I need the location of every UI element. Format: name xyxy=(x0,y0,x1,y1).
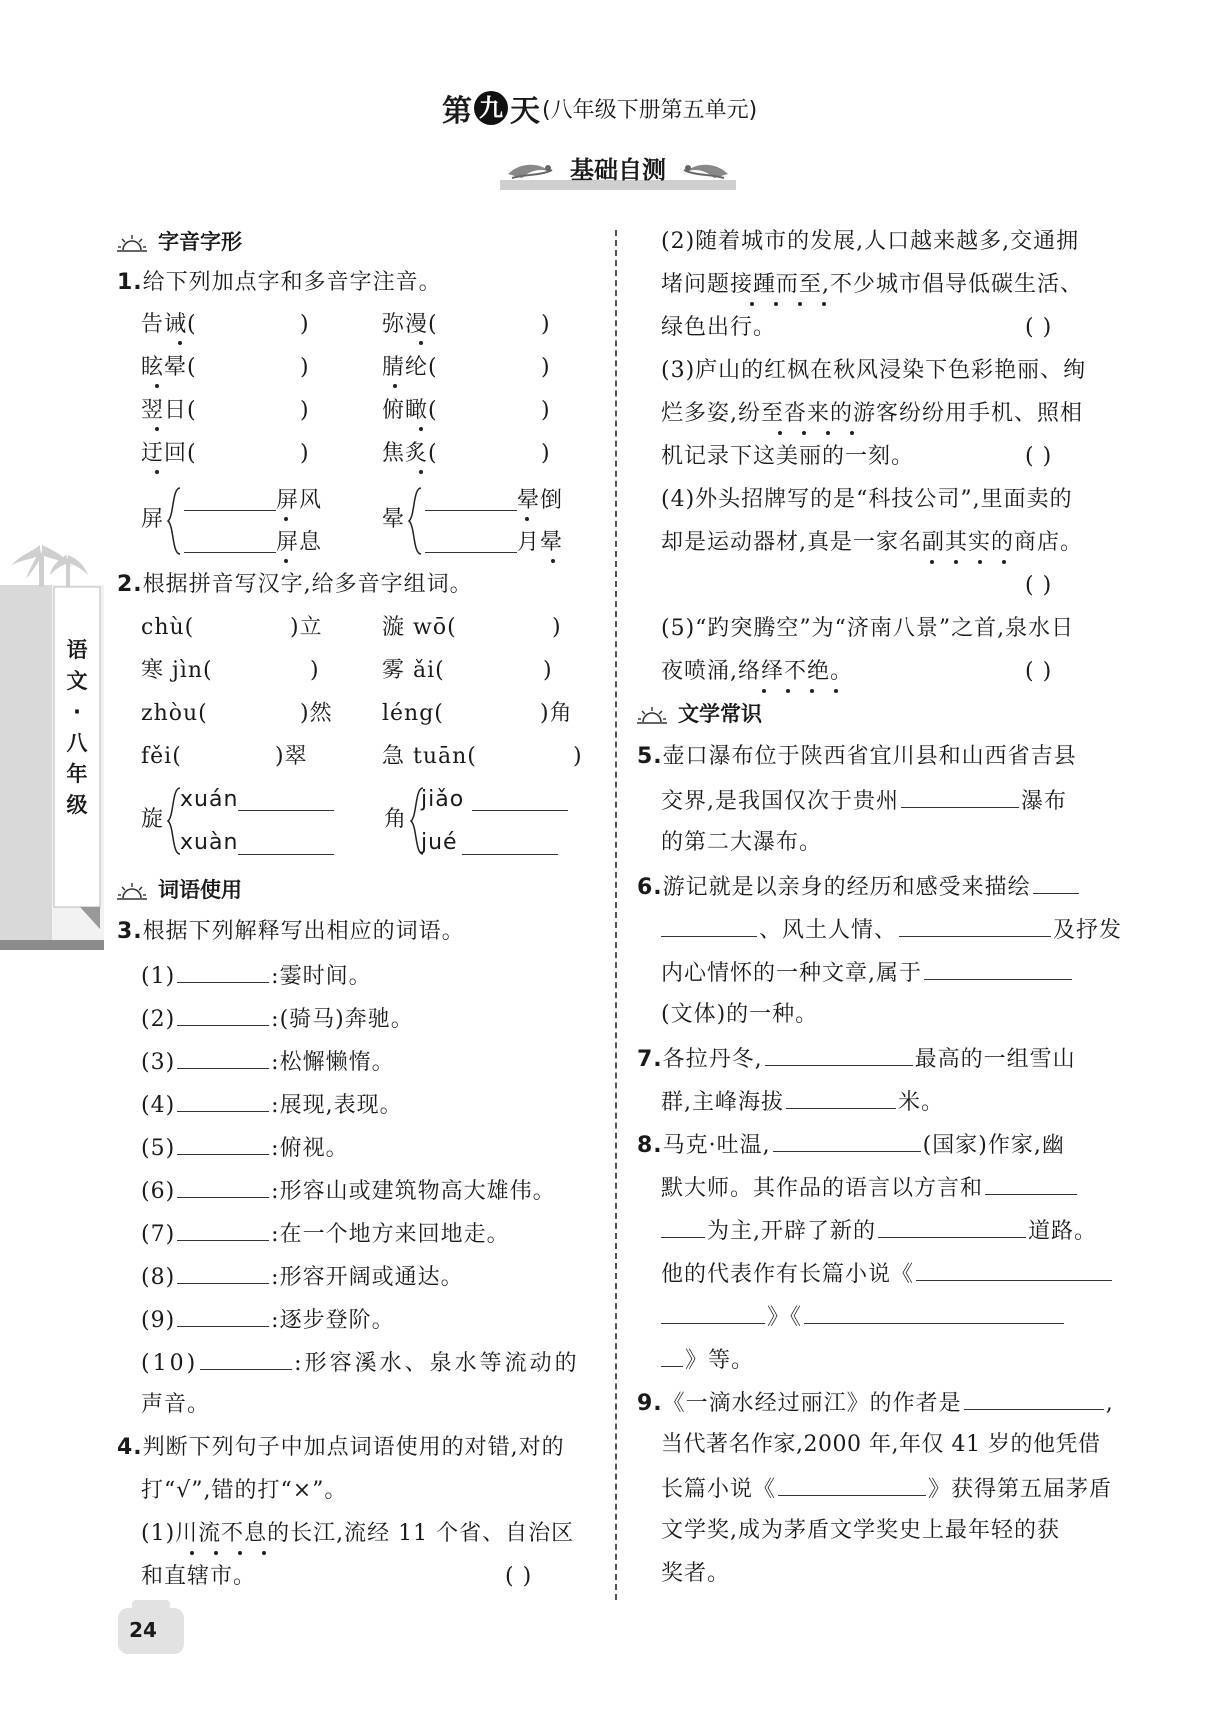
q5-line xyxy=(661,785,1067,817)
emphasis-dot xyxy=(214,1551,218,1555)
q3-item-text: :形容开阔或通达。 xyxy=(271,1265,464,1290)
q2-item-a: fěi( xyxy=(141,744,182,769)
q3-item xyxy=(141,1132,349,1164)
q5-number: 5. xyxy=(637,744,663,769)
q4-sentence: 却是运动器材,真是一家名副其实的商店。 xyxy=(661,530,1083,555)
q3-item-number: (2) xyxy=(141,1007,176,1032)
emphasis-dot xyxy=(190,1551,194,1555)
title-subtitle: (八年级下册第五单元) xyxy=(542,97,758,123)
sun-icon xyxy=(637,706,667,724)
title-pre: 第 xyxy=(442,94,472,129)
q4-answer-paren[interactable]: ( ) xyxy=(1025,444,1053,469)
q3-item-number: (1) xyxy=(141,964,176,989)
q1-item xyxy=(382,439,438,469)
q6-text: 、风土人情、 xyxy=(759,918,898,943)
q9-text: 》获得第五届茅盾 xyxy=(928,1477,1113,1502)
q3-item xyxy=(141,1046,395,1078)
sun-icon xyxy=(117,882,147,900)
q2-answer-blank xyxy=(238,832,334,855)
q1-close: ) xyxy=(541,441,551,466)
section-heading-pronunciation: 字音字形 xyxy=(158,230,242,254)
emphasis-dot xyxy=(802,431,806,435)
q2-item-b: ) xyxy=(573,744,583,769)
q2-pinyin: xuán xyxy=(180,787,239,812)
emphasis-dot xyxy=(822,302,826,306)
side-tab-label xyxy=(62,635,92,821)
q1-item-text: 弥漫( xyxy=(382,312,438,337)
q4-answer-paren[interactable]: ( ) xyxy=(1025,573,1053,598)
q1-item xyxy=(141,310,197,340)
q6-line xyxy=(637,871,1081,903)
q3-prompt xyxy=(117,917,465,947)
page-number-badge xyxy=(118,1608,184,1654)
q2-poly-char: 旋 xyxy=(141,807,165,832)
emphasis-dot xyxy=(419,470,423,474)
emphasis-dot xyxy=(778,431,782,435)
q7-answer-blank xyxy=(765,1043,913,1066)
banner-label: 基础自测 xyxy=(570,156,666,184)
q4-answer-paren[interactable]: ( ) xyxy=(1025,659,1053,684)
q4-number: 4. xyxy=(117,1435,143,1460)
q8-line xyxy=(637,1129,1065,1161)
q5-line xyxy=(637,742,1077,772)
section-heading-word-usage: 词语使用 xyxy=(158,878,242,902)
q9-line: 当代著名作家,2000 年,年仅 41 岁的他凭借 xyxy=(661,1432,1101,1457)
q3-item xyxy=(141,1089,403,1121)
q3-answer-blank xyxy=(177,1261,269,1284)
brace-icon xyxy=(407,486,423,556)
q2-text: 根据拼音写汉字,给多音字组词。 xyxy=(142,572,473,597)
q4-sentence: 堵问题接踵而至,不少城市倡导低碳生活、 xyxy=(661,272,1083,297)
q9-line xyxy=(661,1473,1112,1505)
column-divider xyxy=(615,230,617,1600)
emphasis-dot xyxy=(525,517,529,521)
q6-answer-blank xyxy=(899,914,1051,937)
q4-prompt-cont: 打“√”,错的打“×”。 xyxy=(141,1478,348,1503)
q9-text: 长篇小说《 xyxy=(661,1477,777,1502)
emphasis-dot xyxy=(930,560,934,564)
q4-sentence: 机记录下这美丽的一刻。 xyxy=(661,444,915,469)
q4-sentence: 绿色出行。 xyxy=(661,315,777,340)
q8-text: 马克·吐温, xyxy=(662,1133,771,1158)
emphasis-dot xyxy=(551,559,555,563)
q2-prompt xyxy=(117,570,473,600)
q9-line xyxy=(637,1387,1114,1419)
q1-item-text: 告诫( xyxy=(141,312,197,337)
q3-item-text: :霎时间。 xyxy=(271,964,372,989)
emphasis-dot xyxy=(238,1551,242,1555)
q5-text: 壶口瀑布位于陕西省宜川县和山西省吉县 xyxy=(662,744,1077,769)
emphasis-dot xyxy=(155,384,159,388)
side-tab-char: 语 xyxy=(66,638,88,662)
q2-pinyin: jué xyxy=(421,830,458,855)
q4-sentence: 夜喷涌,络绎不绝。 xyxy=(661,659,853,684)
page-number: 24 xyxy=(129,1618,157,1642)
q1-close: ) xyxy=(300,355,310,380)
q1-item-text: 翌日( xyxy=(141,398,197,423)
q1-close: ) xyxy=(541,355,551,380)
q1-close: ) xyxy=(541,398,551,423)
q3-item-number: (4) xyxy=(141,1093,176,1118)
q7-text: 最高的一组雪山 xyxy=(914,1047,1076,1072)
q3-item-number: (9) xyxy=(141,1308,176,1333)
emphasis-dot xyxy=(284,517,288,521)
q2-item-b: )角 xyxy=(540,701,573,726)
q8-answer-blank xyxy=(916,1258,1112,1281)
q1-poly-word: 屏息 xyxy=(276,530,323,555)
q8-text: 道路。 xyxy=(1028,1219,1098,1244)
q8-text: 默大师。其作品的语言以方言和 xyxy=(661,1176,984,1201)
side-tab-char: 文 xyxy=(66,669,88,693)
q4-sentence: 和直辖市。 xyxy=(141,1564,257,1589)
q8-answer-blank xyxy=(661,1215,705,1238)
q1-answer-blank xyxy=(425,530,517,553)
q5-line: 的第二大瀑布。 xyxy=(661,830,823,855)
q8-line xyxy=(661,1215,1097,1247)
emphasis-dot xyxy=(178,341,182,345)
q2-poly-char: 角 xyxy=(384,807,408,832)
q9-text: 《一滴水经过丽江》的作者是 xyxy=(662,1391,962,1416)
q1-item-text: 腈纶( xyxy=(382,355,438,380)
section-heading-literature: 文学常识 xyxy=(678,702,762,726)
q3-item xyxy=(141,1347,580,1379)
q2-answer-blank xyxy=(238,788,334,811)
q3-item xyxy=(141,1304,395,1336)
q3-item-text: :逐步登阶。 xyxy=(271,1308,395,1333)
q8-text: 他的代表作有长篇小说《 xyxy=(661,1262,915,1287)
q8-answer-blank xyxy=(661,1301,765,1324)
q2-item-b: ) xyxy=(310,658,320,683)
q8-text: 为主,开辟了新的 xyxy=(707,1219,876,1244)
q1-close: ) xyxy=(541,312,551,337)
q3-item-text: :形容山或建筑物高大雄伟。 xyxy=(271,1179,556,1204)
q8-answer-blank xyxy=(985,1172,1077,1195)
q8-line xyxy=(661,1301,1066,1333)
q8-answer-blank xyxy=(804,1301,1064,1324)
emphasis-dot xyxy=(750,302,754,306)
q3-answer-blank xyxy=(200,1347,292,1370)
emphasis-dot xyxy=(850,431,854,435)
q8-answer-blank xyxy=(773,1129,921,1152)
emphasis-dot xyxy=(284,559,288,563)
q1-poly-word: 晕倒 xyxy=(517,488,564,513)
q3-item-number: (10) xyxy=(141,1351,199,1376)
sun-icon xyxy=(117,234,147,252)
q1-item-text: 迂回( xyxy=(141,441,197,466)
q6-number: 6. xyxy=(637,875,663,900)
q3-item-cont: 声音。 xyxy=(141,1392,211,1417)
q6-line xyxy=(661,957,1074,989)
q4-sentence: (3)庐山的红枫在秋风浸染下色彩艳丽、绚 xyxy=(661,358,1087,383)
q1-item-text: 眩晕( xyxy=(141,355,197,380)
q4-prompt xyxy=(117,1433,565,1463)
q2-answer-blank xyxy=(462,832,558,855)
q3-item-number: (7) xyxy=(141,1222,176,1247)
q3-item xyxy=(141,1175,556,1207)
q5-answer-blank xyxy=(901,785,1019,808)
q4-sentence: 烂多姿,纷至沓来的游客纷纷用手机、照相 xyxy=(661,401,1083,426)
q5-text: 交界,是我国仅次于贵州 xyxy=(661,789,899,814)
q4-answer-paren[interactable]: ( ) xyxy=(1025,315,1053,340)
q3-item-text: :展现,表现。 xyxy=(271,1093,403,1118)
q1-poly-word: 月晕 xyxy=(517,530,564,555)
q3-answer-blank xyxy=(177,1132,269,1155)
q6-text: 及抒发 xyxy=(1053,918,1123,943)
q7-answer-blank xyxy=(786,1086,896,1109)
side-tab-char: 八 xyxy=(66,731,88,755)
q6-text: 内心情怀的一种文章,属于 xyxy=(661,961,922,986)
q2-item-a: chù( xyxy=(141,615,195,640)
q2-pinyin: xuàn xyxy=(180,830,239,855)
q6-answer-blank xyxy=(1033,871,1079,894)
emphasis-dot xyxy=(826,431,830,435)
q2-item-b: )翠 xyxy=(275,744,308,769)
q9-number: 9. xyxy=(637,1391,663,1416)
q4-sentence: (5)“趵突腾空”为“济南八景”之首,泉水日 xyxy=(661,616,1075,641)
q3-answer-blank xyxy=(177,1304,269,1327)
q6-line xyxy=(661,914,1122,946)
emphasis-dot xyxy=(834,689,838,693)
q7-text: 群,主峰海拔 xyxy=(661,1090,784,1115)
q3-item xyxy=(141,1261,464,1293)
emphasis-dot xyxy=(419,427,423,431)
q1-poly-char: 屏 xyxy=(141,507,165,532)
side-tab-char: 级 xyxy=(66,793,88,817)
emphasis-dot xyxy=(810,689,814,693)
q9-line: 文学奖,成为茅盾文学奖史上最年轻的获 xyxy=(661,1518,1060,1543)
emphasis-dot xyxy=(155,427,159,431)
q8-answer-blank xyxy=(661,1344,683,1367)
q3-item-text: :形容溪水、泉水等流动的 xyxy=(294,1351,580,1376)
q2-item-b: ) xyxy=(543,658,553,683)
q8-line xyxy=(661,1344,754,1376)
q1-item-text: 焦炙( xyxy=(382,441,438,466)
q6-text: 游记就是以亲身的经历和感受来描绘 xyxy=(662,875,1031,900)
brace-icon xyxy=(166,486,182,556)
q1-item xyxy=(382,396,438,426)
emphasis-dot xyxy=(155,470,159,474)
q2-item-a: 漩 wō( xyxy=(382,615,457,640)
emphasis-dot xyxy=(262,1551,266,1555)
q1-answer-blank xyxy=(184,488,276,511)
q3-answer-blank xyxy=(177,960,269,983)
emphasis-dot xyxy=(798,302,802,306)
q2-item-a: zhòu( xyxy=(141,701,208,726)
q1-number: 1. xyxy=(117,270,143,295)
q8-answer-blank xyxy=(878,1215,1026,1238)
section-banner xyxy=(500,152,736,192)
q2-item-b: ) xyxy=(552,615,562,640)
q3-item-number: (3) xyxy=(141,1050,176,1075)
q1-answer-blank xyxy=(425,488,517,511)
q3-number: 3. xyxy=(117,919,143,944)
emphasis-dot xyxy=(419,341,423,345)
title-day-badge: 九 xyxy=(474,91,508,125)
q2-item-b: )立 xyxy=(290,615,323,640)
q4-sentence: (4)外头招牌写的是“科技公司”,里面卖的 xyxy=(661,487,1073,512)
q4-sentence: (2)随着城市的发展,人口越来越多,交通拥 xyxy=(661,229,1080,254)
q8-line xyxy=(661,1258,1114,1290)
q1-item xyxy=(141,396,197,426)
q8-text: 》等。 xyxy=(685,1348,755,1373)
q3-item-text: :松懈懒惰。 xyxy=(271,1050,395,1075)
q6-line: (文体)的一种。 xyxy=(661,1002,819,1027)
q3-item-number: (6) xyxy=(141,1179,176,1204)
q2-item-a: 寒 jìn( xyxy=(141,658,213,683)
q1-item xyxy=(141,439,197,469)
q8-line xyxy=(661,1172,1079,1204)
emphasis-dot xyxy=(1002,560,1006,564)
page-title xyxy=(442,86,758,129)
q7-text: 米。 xyxy=(898,1090,945,1115)
q1-item xyxy=(382,310,438,340)
q3-item-number: (5) xyxy=(141,1136,176,1161)
q2-item-a: 雾 ǎi( xyxy=(382,658,445,683)
q1-item-text: 俯瞰( xyxy=(382,398,438,423)
q7-line xyxy=(637,1043,1076,1075)
emphasis-dot xyxy=(978,560,982,564)
q3-answer-blank xyxy=(177,1089,269,1112)
q1-close: ) xyxy=(300,398,310,423)
q3-item-text: :在一个地方来回地走。 xyxy=(271,1222,510,1247)
q2-item-a: 急 tuān( xyxy=(382,744,477,769)
q3-item-text: :俯视。 xyxy=(271,1136,349,1161)
q1-answer-blank xyxy=(184,530,276,553)
q1-poly-word: 屏风 xyxy=(276,488,323,513)
q3-item-number: (8) xyxy=(141,1265,176,1290)
q7-number: 7. xyxy=(637,1047,663,1072)
q7-line xyxy=(661,1086,944,1118)
q3-answer-blank xyxy=(177,1003,269,1026)
q7-text: 各拉丹冬, xyxy=(662,1047,763,1072)
q3-answer-blank xyxy=(177,1218,269,1241)
q2-number: 2. xyxy=(117,572,143,597)
q6-answer-blank xyxy=(924,957,1072,980)
q3-item xyxy=(141,1218,510,1250)
q3-item xyxy=(141,960,372,992)
side-tab xyxy=(0,545,104,955)
q1-item xyxy=(141,353,197,383)
side-tab-char: 年 xyxy=(66,762,88,786)
q1-text: 给下列加点字和多音字注音。 xyxy=(142,270,442,295)
page-number-tab xyxy=(132,1600,170,1610)
q1-close: ) xyxy=(300,441,310,466)
q3-item-text: :(骑马)奔驰。 xyxy=(271,1007,414,1032)
emphasis-dot xyxy=(786,689,790,693)
q3-item xyxy=(141,1003,414,1035)
q3-text: 根据下列解释写出相应的词语。 xyxy=(142,919,465,944)
emphasis-dot xyxy=(954,560,958,564)
q8-text: (国家)作家,幽 xyxy=(922,1133,1065,1158)
q9-answer-blank xyxy=(964,1387,1104,1410)
q4-text: 判断下列句子中加点词语使用的对错,对的 xyxy=(142,1435,565,1460)
q2-answer-blank xyxy=(472,788,568,811)
q1-item xyxy=(382,353,438,383)
q1-poly-char: 晕 xyxy=(382,507,406,532)
q1-close: ) xyxy=(300,312,310,337)
title-post: 天 xyxy=(510,94,540,129)
emphasis-dot xyxy=(762,689,766,693)
emphasis-dot xyxy=(393,384,397,388)
q3-answer-blank xyxy=(177,1175,269,1198)
q9-answer-blank xyxy=(778,1473,926,1496)
q4-answer-paren[interactable]: ( ) xyxy=(505,1564,533,1589)
q6-answer-blank xyxy=(661,914,757,937)
q2-item-b: )然 xyxy=(300,701,333,726)
q5-text: 瀑布 xyxy=(1021,789,1068,814)
q8-text: 》《 xyxy=(767,1305,803,1330)
q2-pinyin: jiǎo xyxy=(421,787,465,812)
side-tab-char: · xyxy=(73,700,81,724)
q1-prompt xyxy=(117,268,442,298)
q9-text: , xyxy=(1105,1391,1114,1416)
q4-sentence: (1)川流不息的长江,流经 11 个省、自治区 xyxy=(141,1521,575,1546)
q2-item-a: léng( xyxy=(382,701,444,726)
q3-answer-blank xyxy=(177,1046,269,1069)
emphasis-dot xyxy=(774,302,778,306)
q9-line: 奖者。 xyxy=(661,1561,731,1586)
q8-number: 8. xyxy=(637,1133,663,1158)
